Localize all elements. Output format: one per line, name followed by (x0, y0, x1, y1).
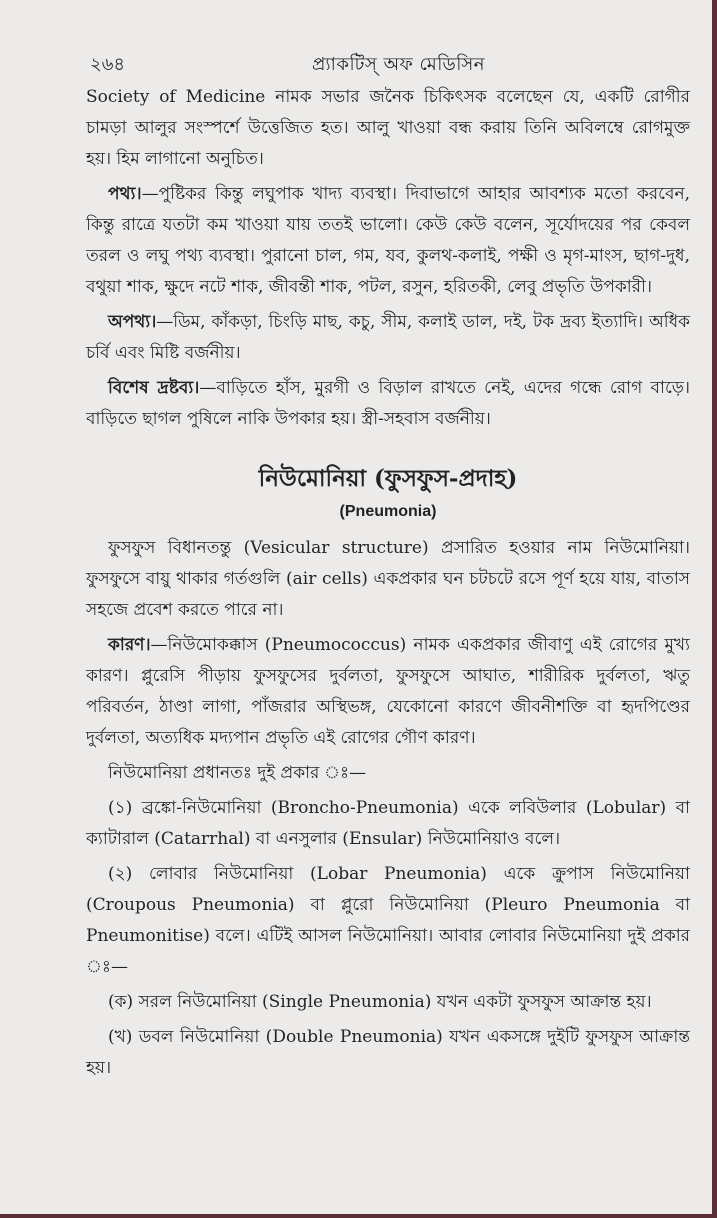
section-subtitle: (Pneumonia) (339, 503, 437, 520)
cause-heading: কারণ। (108, 635, 151, 655)
apathya-text: —ডিম, কাঁকড়া, চিংড়ি মাছ, কচু, সীম, কলাই ডাল, দই, টক দ্রব্য ইত্যাদি। অধিক চর্বি এবং মিষ্টি বর্জনীয়। (86, 312, 690, 363)
paragraph-special-note (86, 373, 690, 435)
cause-text: —নিউমোকক্কাস (Pneumococcus) নামক একপ্রকার জীবাণু এই রোগের মুখ্য কারণ। প্লুরেসি পীড়ায় ফুসফুসের দুর্বলতা, ফুসফুসে আঘাত, শারীরিক দুর্বলতা, ঋতু পরিবর্তন, ঠাণ্ডা লাগা, পাঁজরার অস্থিভঙ্গ, যেকোনো কারণে জীবনীশক্তি বা হৃদপিণ্ডের দুর্বলতা, অত্যধিক মদ্যপান প্রভৃতি এই রোগের গৌণ কারণ। (86, 635, 690, 748)
paragraph-types-intro: নিউমোনিয়া প্রধানতঃ দুই প্রকার ঃ— (108, 763, 367, 783)
section-title: নিউমোনিয়া (ফুসফুস-প্রদাহ) (258, 465, 518, 492)
paragraph-lobar-pneumonia: (২) লোবার নিউমোনিয়া (Lobar Pneumonia) একে ক্রুপাস নিউমোনিয়া (Croupous Pneumonia) বা প্লুরো নিউমোনিয়া (Pleuro Pneumonia বা Pneumonitise) বলে। এটিই আসল নিউমোনিয়া। আবার লোবার নিউমোনিয়া দুই প্রকার ঃ— (86, 864, 690, 977)
paragraph-pathya (86, 179, 690, 303)
paragraph-single-pneumonia: (ক) সরল নিউমোনিয়া (Single Pneumonia) যখন একটা ফুসফুস আক্রান্ত হয়। (108, 992, 652, 1012)
apathya-heading: অপথ্য। (108, 312, 157, 332)
special-note-text: —বাড়িতে হাঁস, মুরগী ও বিড়াল রাখতে নেই, এদের গন্ধে রোগ বাড়ে। বাড়িতে ছাগল পুষিলে নাকি উপকার হয়। স্ত্রী-সহবাস বর্জনীয়। (86, 378, 690, 429)
paragraph-cause (86, 630, 690, 754)
paragraph-definition: ফুসফুস বিধানতন্তু (Vesicular structure) প্রসারিত হওয়ার নাম নিউমোনিয়া। ফুসফুসে বায়ু থাকার গর্তগুলি (air cells) একপ্রকার ঘন চটচটে রসে পূর্ণ হয়ে যায়, বাতাস সহজে প্রবেশ করতে পারে না। (86, 538, 690, 620)
pathya-text: —পুষ্টিকর কিন্তু লঘুপাক খাদ্য ব্যবস্থা। দিবাভাগে আহার আবশ্যক মতো করবেন, কিন্তু রাত্রে যতটা কম খাওয়া যায় ততই ভালো। কেউ কেউ বলেন, সূর্যোদয়ের পর কেবল তরল ও লঘু পথ্য ব্যবস্থা। পুরানো চাল, গম, যব, কুলথ-কলাই, পক্ষী ও মৃগ-মাংস, ছাগ-দুধ, বথুয়া শাক, ক্ষুদে নটে শাক, জীবন্তী শাক, পটল, রসুন, হরিতকী, লেবু প্রভৃতি উপকারী। (86, 184, 690, 297)
paragraph-double-pneumonia: (খ) ডবল নিউমোনিয়া (Double Pneumonia) যখন একসঙ্গে দুইটি ফুসফুস আক্রান্ত হয়। (86, 1027, 690, 1078)
paragraph-apathya (86, 307, 690, 369)
pathya-heading: পথ্য। (108, 184, 142, 204)
paragraph-broncho-pneumonia: (১) ব্রঙ্কো-নিউমোনিয়া (Broncho-Pneumonia) একে লবিউলার (Lobular) বা ক্যাটারাল (Catarrhal) বা এনসুলার (Ensular) নিউমোনিয়াও বলে। (86, 798, 690, 849)
special-note-heading: বিশেষ দ্রষ্টব্য। (108, 378, 200, 398)
page-number: ২৬৪ (90, 54, 126, 75)
paragraph-society-of-medicine: Society of Medicine নামক সভার জনৈক চিকিৎসক বলেছেন যে, একটি রোগীর চামড়া আলুর সংস্পর্শে উত্তেজিত হত। আলু খাওয়া বন্ধ করায় তিনি অবিলম্বে রোগমুক্ত হয়। হিম লাগানো অনুচিত। (86, 87, 690, 169)
running-title: প্র্যাকটিস্ অফ মেডিসিন (312, 54, 485, 75)
page-header (86, 50, 690, 82)
